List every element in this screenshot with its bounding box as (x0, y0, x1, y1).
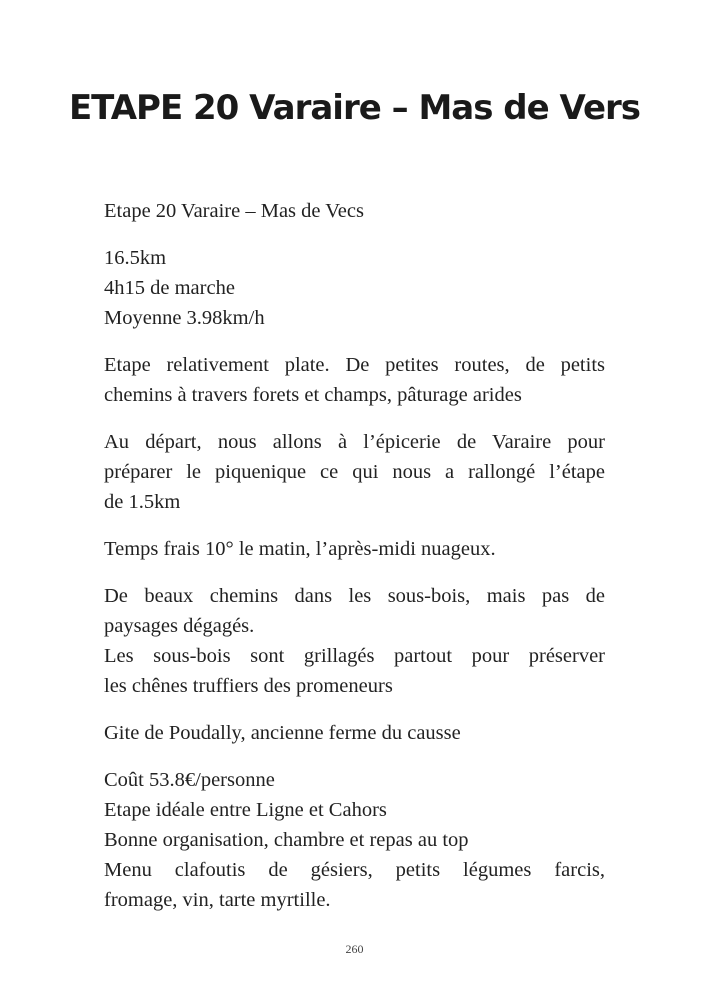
stage-heading-line: Etape 20 Varaire – Mas de Vecs (104, 200, 364, 222)
organisation-line: Bonne organisation, chambre et repas au top (104, 829, 469, 851)
paths-line-1: De beaux chemins dans les sous-bois, mais pas de (104, 585, 605, 607)
menu-line-1: Menu clafoutis de gésiers, petits légumes farcis, (104, 859, 605, 881)
lodging-line: Gite de Poudally, ancienne ferme du causse (104, 722, 461, 744)
terrain-line-2: chemins à travers forets et champs, pâturage arides (104, 384, 522, 406)
departure-line-1: Au départ, nous allons à l’épicerie de Varaire pour (104, 431, 605, 453)
cost-line: Coût 53.8€/personne (104, 769, 275, 791)
terrain-line-1: Etape relativement plate. De petites routes, de petits (104, 354, 605, 376)
menu-line-2: fromage, vin, tarte myrtille. (104, 889, 331, 911)
duration-line: 4h15 de marche (104, 277, 235, 299)
departure-line-3: de 1.5km (104, 491, 181, 513)
paragraph-departure (104, 427, 605, 517)
departure-line-2: préparer le piquenique ce qui nous a rallongé l’étape (104, 461, 605, 483)
paragraph-lodging (104, 718, 605, 748)
page-number: 260 (345, 942, 364, 956)
paragraph-weather (104, 534, 605, 564)
distance-line: 16.5km (104, 247, 167, 269)
ideal-stage-line: Etape idéale entre Ligne et Cahors (104, 799, 387, 821)
paragraph-stage-heading (104, 196, 605, 226)
paragraph-stats (104, 243, 605, 333)
paths-line-4: les chênes truffiers des promeneurs (104, 675, 393, 697)
paragraph-terrain (104, 350, 605, 410)
paths-line-2: paysages dégagés. (104, 615, 255, 637)
document-body (104, 196, 605, 932)
average-speed-line: Moyenne 3.98km/h (104, 307, 265, 329)
page-title: ETAPE 20 Varaire – Mas de Vers (68, 88, 641, 128)
paragraph-review (104, 765, 605, 915)
weather-line: Temps frais 10° le matin, l’après-midi nuageux. (104, 538, 496, 560)
paths-line-3: Les sous-bois sont grillagés partout pour préserver (104, 645, 605, 667)
paragraph-paths (104, 581, 605, 701)
